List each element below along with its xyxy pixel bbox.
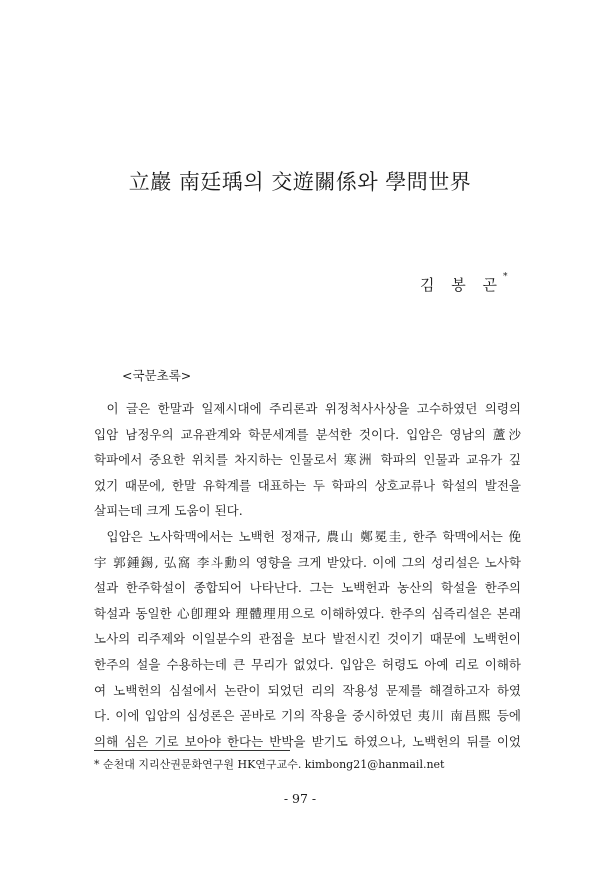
text-line: 학파에서 중요한 위치를 차지하는 인물로서 寒洲 학파의 인물과 교유가 깊 bbox=[94, 452, 521, 468]
paper-title: 立巖 南廷瑀의 交遊關係와 學問世界 bbox=[128, 170, 472, 194]
text-line: 었기 때문에, 한말 유학계를 대표하는 두 학파의 상호교류나 학설의 발전을 bbox=[94, 477, 521, 493]
page-number: - 97 - bbox=[283, 791, 317, 806]
paragraph-1 bbox=[94, 396, 521, 524]
abstract-body bbox=[94, 396, 521, 754]
text-line: 학설과 동일한 心卽理와 理體理用으로 이해하였다. 한주의 심즉리설은 본래 bbox=[94, 605, 521, 621]
author-block bbox=[420, 274, 508, 295]
text-line: 宇 郭鍾錫, 弘窩 李斗勳의 영향을 크게 받았다. 이에 그의 성리설은 노사학 bbox=[94, 554, 521, 570]
text-line: 한주의 설을 수용하는데 큰 무리가 없었다. 입암은 허령도 아예 리로 이해하 bbox=[94, 656, 521, 672]
text-line: 노사의 리주제와 이일분수의 관점을 보다 발전시킨 것이기 때문에 노백헌이 bbox=[94, 631, 521, 647]
text-line: 여 노백헌의 심설에서 논란이 되었던 리의 작용성 문제를 해결하고자 하였 bbox=[94, 682, 521, 698]
abstract-heading: <국문초록> bbox=[122, 368, 192, 383]
text-line: 살피는데 크게 도움이 된다. bbox=[94, 503, 243, 519]
text-line: 설과 한주학설이 종합되어 나타난다. 그는 노백헌과 농산의 학설을 한주의 bbox=[94, 580, 521, 596]
text-line: 의해 심은 기로 보아야 한다는 반박을 받기도 하였으나, 노백헌의 뒤를 이었 bbox=[94, 733, 521, 749]
text-line: 입암은 노사학맥에서는 노백헌 정재규, 農山 鄭冕圭, 한주 학맥에서는 俛 bbox=[106, 528, 521, 544]
author-name: 김 봉 곤 bbox=[420, 276, 504, 294]
text-line: 다. 이에 입암의 심성론은 곧바로 기의 작용을 중시하였던 夷川 南昌熙 등에 bbox=[94, 708, 521, 724]
author-footnote-marker: * bbox=[503, 272, 508, 282]
text-line: 입암 남정우의 교유관계와 학문세계를 분석한 것이다. 입암은 영남의 蘆沙 bbox=[94, 426, 521, 442]
footnote-divider bbox=[94, 750, 290, 751]
footnote: * 순천대 지리산권문화연구원 HK연구교수. kimbong21@hanmail.net bbox=[94, 758, 445, 771]
paragraph-2 bbox=[94, 524, 521, 754]
text-line: 이 글은 한말과 일제시대에 주리론과 위정척사사상을 고수하였던 의령의 bbox=[106, 401, 521, 416]
